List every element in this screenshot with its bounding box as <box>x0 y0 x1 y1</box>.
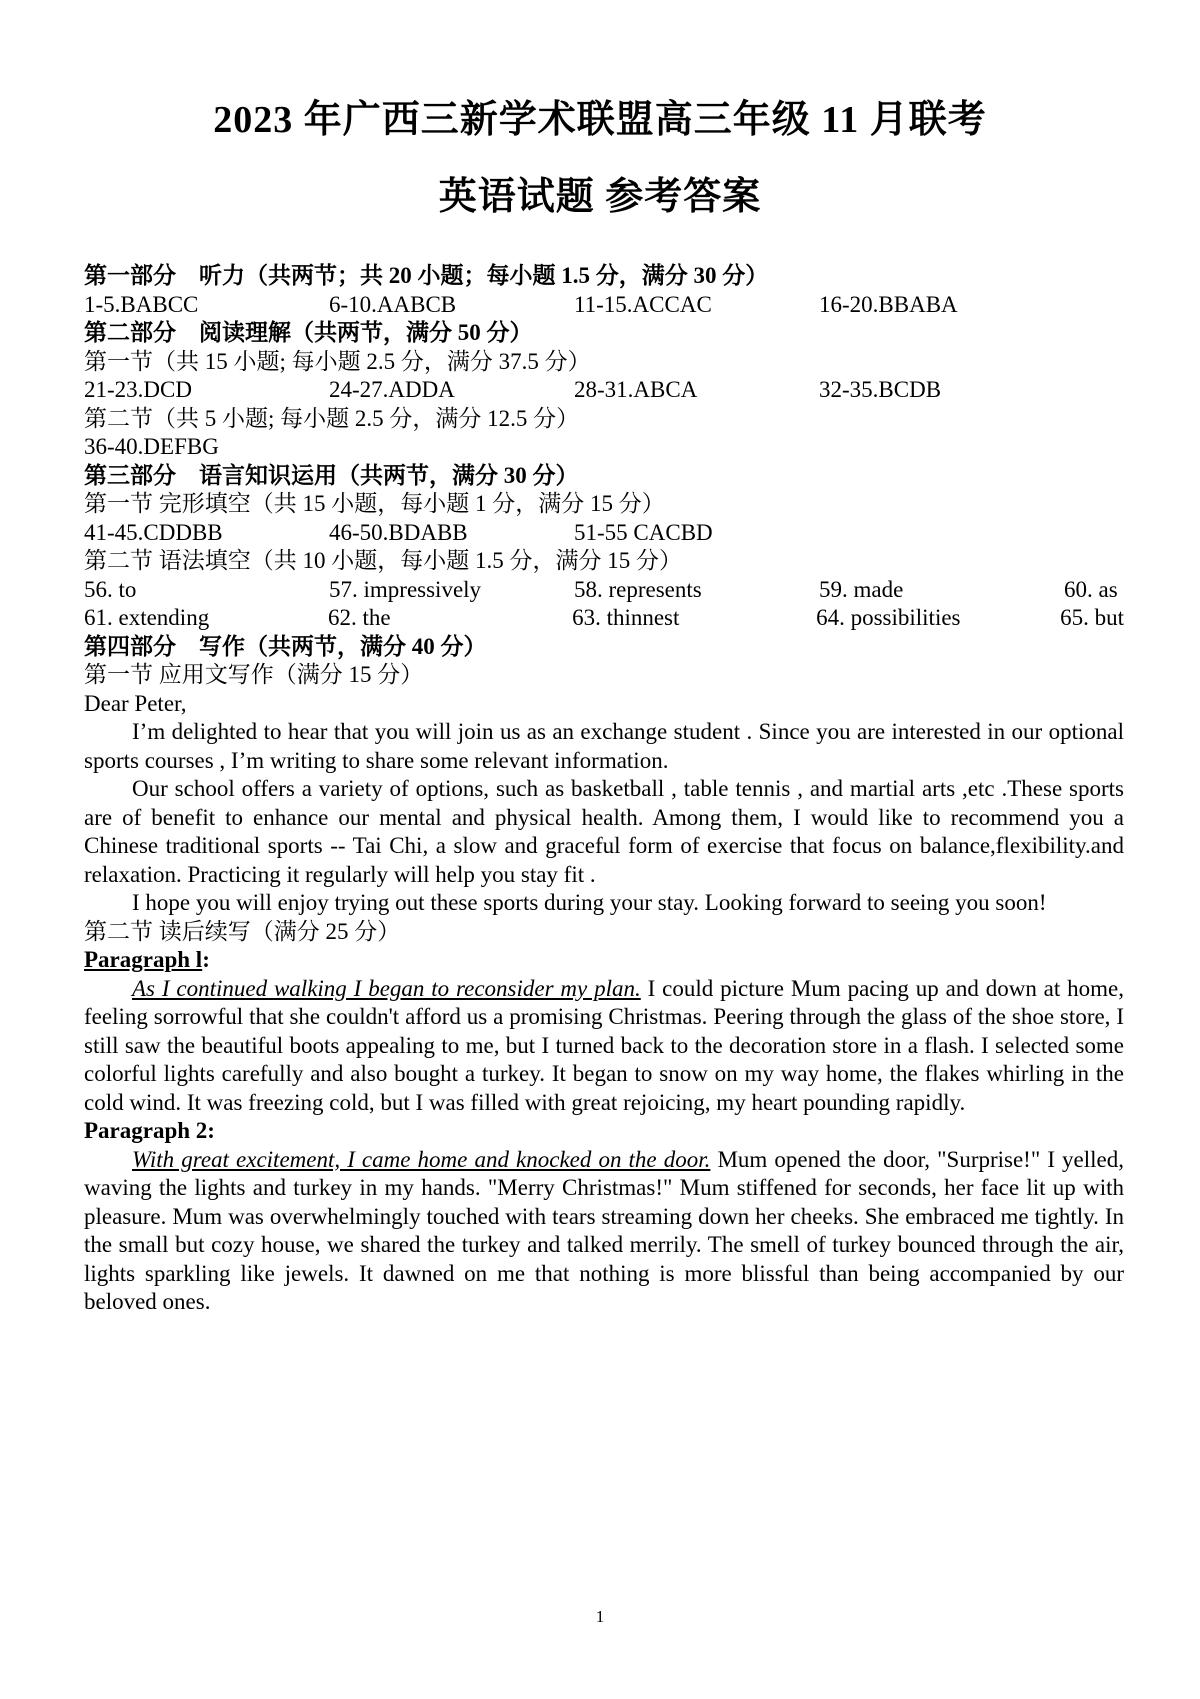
answer-item: 63. thinnest <box>572 605 680 630</box>
part3-heading: 第三部分 语言知识运用（共两节，满分 30 分） <box>84 462 579 488</box>
answer-group: 24-27.ADDA <box>329 377 455 402</box>
answer-item: 61. extending <box>84 605 210 630</box>
paragraph2-body: Mum opened the door, "Surprise!" I yelled, waving the lights and turkey in my hands. "Merry Christmas!" Mum stiffened for seconds, her face lit up with pleasure. Mum was overwhelmingly touched with tears streaming down her cheeks. She embraced me tightly. In the small but cozy house, we shared the turkey and talked merrily. The smell of turkey bounced through the air, lights sparkling like jewels. It dawned on me that nothing is more blissful than being accompanied by our beloved ones. <box>84 1146 1125 1314</box>
answer-group: 21-23.DCD <box>84 377 192 402</box>
answer-group: 6-10.AABCB <box>329 291 457 317</box>
answer-group: 11-15.ACCAC <box>574 291 712 317</box>
part2-section2-answers <box>84 433 1124 462</box>
part1-answers <box>84 291 1124 320</box>
grammar-answers-row2 <box>84 604 1124 633</box>
answer-item: 60. as <box>1064 576 1118 602</box>
continuation-paragraph-2 <box>84 1146 1124 1317</box>
part2-section1-heading: 第一节（共 15 小题; 每小题 2.5 分，满分 37.5 分） <box>84 348 591 374</box>
paragraph1-colon: : <box>202 947 210 972</box>
answer-item: 62. the <box>328 605 391 630</box>
paragraph1-body: I could picture Mum pacing up and down at home, feeling sorrowful that she couldn't afford us a promising Christmas. Peering through the glass of the shoe store, I still saw the beautiful boots appealing to me, but I turned back to the decoration store in a flash. I selected some colorful lights carefully and also bought a turkey. It began to snow on my way home, the flakes whirling in the cold wind. It was freezing cold, but I was filled with great rejoicing, my heart pounding rapidly. <box>84 975 1125 1115</box>
answer-group: 16-20.BBABA <box>819 291 958 317</box>
letter-salutation: Dear Peter, <box>84 690 187 716</box>
answer-group: 46-50.BDABB <box>329 519 468 545</box>
part2-heading: 第二部分 阅读理解（共两节，满分 50 分） <box>84 320 533 345</box>
answer-group: 41-45.CDDBB <box>84 519 223 545</box>
part2-section1-answers <box>84 376 1124 405</box>
paragraph1-lead-sentence: As I continued walking I began to reconsider my plan. <box>132 975 641 1001</box>
paragraph2-lead-sentence: With great excitement, I came home and knocked on the door. <box>132 1146 711 1172</box>
letter-paragraph: I hope you will enjoy trying out these sports during your stay. Looking forward to seeing you soon! <box>132 890 1047 915</box>
answer-group: 28-31.ABCA <box>574 377 698 402</box>
answer-item: 57. impressively <box>329 576 482 602</box>
part3-section1-heading: 第一节 完形填空（共 15 小题，每小题 1 分，满分 15 分） <box>84 491 665 516</box>
exam-subtitle: 英语试题 参考答案 <box>438 176 762 218</box>
answer-group: 1-5.BABCC <box>84 291 199 317</box>
part4-section1-heading: 第一节 应用文写作（满分 15 分） <box>84 662 424 687</box>
letter-paragraph: Our school offers a variety of options, such as basketball , table tennis , and martial arts ,etc .These sports are of benefit to enhance our mental and physical health. Among them, I would like to recommend you a Chinese traditional sports -- Tai Chi, a slow and graceful form of exercise that focus on balance,flexibility.and relaxation. Practicing it regularly will help you stay fit . <box>84 776 1124 887</box>
letter-paragraph: I’m delighted to hear that you will join us as an exchange student . Since you are interested in our optional sports courses , I’m writing to share some relevant information. <box>84 719 1124 773</box>
answer-group: 36-40.DEFBG <box>84 434 219 459</box>
part4-section2-heading: 第二节 读后续写（满分 25 分） <box>84 918 401 944</box>
answer-content <box>84 262 1124 1317</box>
answer-group: 32-35.BCDB <box>819 377 942 402</box>
part3-section1-answers <box>84 519 1124 548</box>
paragraph1-label-line <box>84 946 1124 975</box>
answer-item: 65. but <box>1060 605 1125 630</box>
paragraph1-label: Paragraph l <box>84 947 203 972</box>
exam-title: 2023 年广西三新学术联盟高三年级 11 月联考 <box>213 99 987 141</box>
continuation-paragraph-1 <box>84 975 1124 1118</box>
part2-section2-heading: 第二节（共 5 小题; 每小题 2.5 分，满分 12.5 分） <box>84 405 580 431</box>
answer-group: 51-55 CACBD <box>574 519 713 545</box>
grammar-answers-row1 <box>84 576 1124 605</box>
part1-heading: 第一部分 听力（共两节；共 20 小题；每小题 1.5 分，满分 30 分） <box>84 263 769 288</box>
part3-section2-heading: 第二节 语法填空（共 10 小题，每小题 1.5 分，满分 15 分） <box>84 548 682 573</box>
answer-item: 64. possibilities <box>816 605 961 630</box>
answer-item: 58. represents <box>574 576 702 602</box>
part4-heading: 第四部分 写作（共两节，满分 40 分） <box>84 633 487 659</box>
answer-item: 59. made <box>819 576 904 602</box>
page-number: 1 <box>595 1607 605 1626</box>
paragraph2-label: Paragraph 2: <box>84 1118 215 1143</box>
answer-item: 56. to <box>84 576 137 602</box>
